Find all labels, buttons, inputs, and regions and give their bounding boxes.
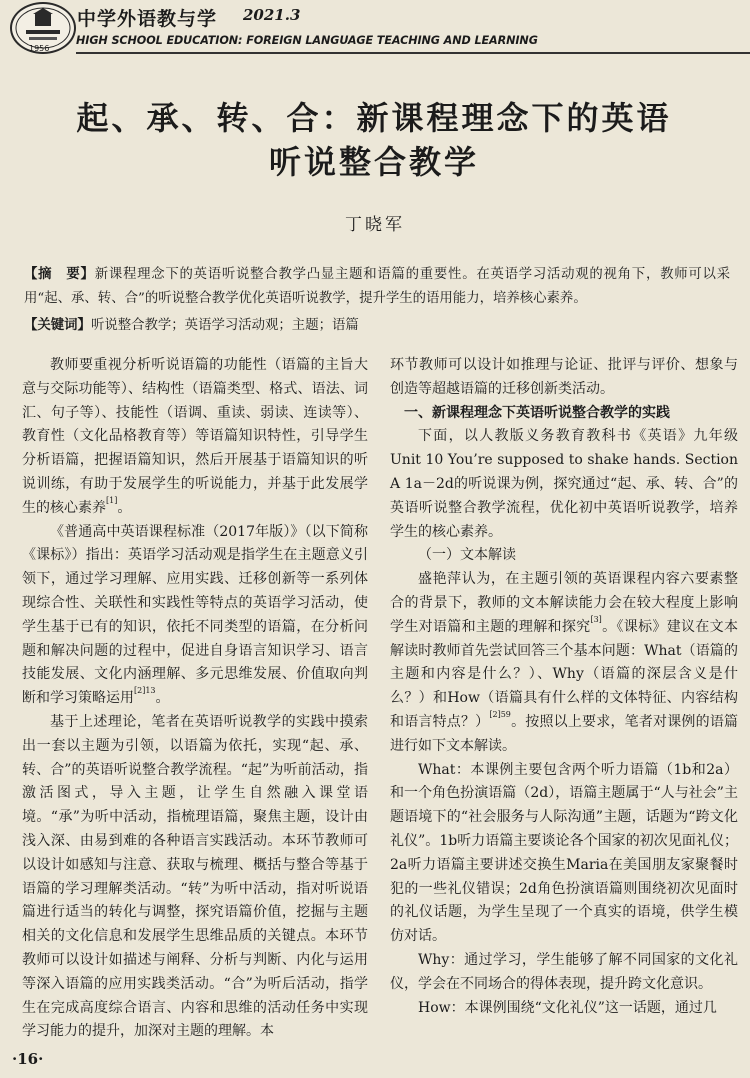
paragraph-text: 。《课标》建议在文本解读时教师首先尝试回答三个基本问题：What（语篇的主题和内容是什么？）、Why（语篇的深层含义是什么？）和How（语篇具有什么样的文体特征、内容结构和语言特点？） bbox=[390, 618, 739, 730]
citation: [1] bbox=[106, 495, 118, 505]
left-column bbox=[22, 354, 368, 1044]
paragraph-end: 。按照以上要求，笔者对课例的语篇进行如下文本解读。 bbox=[390, 713, 739, 754]
left-paragraph-2 bbox=[22, 521, 368, 711]
subsection-heading: （一）文本解读 bbox=[418, 547, 516, 564]
abstract-label: 【摘 要】 bbox=[24, 266, 95, 282]
magazine-name: 中学外语教与学 bbox=[77, 8, 218, 30]
issue-number: 2021.3 bbox=[243, 6, 301, 24]
header-rule bbox=[76, 52, 750, 54]
right-paragraph-how: How：本课例围绕“文化礼仪”这一话题，通过几 bbox=[418, 999, 717, 1016]
abstract-text: 新课程理念下的英语听说整合教学凸显主题和语篇的重要性。在英语学习活动观的视角下，教师可以采用“起、承、转、合”的听说整合教学优化英语听说教学，提升学生的语用能力，培养核心素养。 bbox=[24, 267, 731, 306]
keywords-text: 听说整合教学；英语学习活动观；主题；语篇 bbox=[90, 318, 359, 333]
page-header bbox=[0, 0, 750, 62]
paragraph-text: 盛艳萍认为，在主题引领的英语课程内容六要素整合的背景下，教师的文本解读能力会在较大程度上影响学生对语篇和主题的理解和探究 bbox=[390, 571, 738, 635]
logo-year: 1956 bbox=[29, 44, 50, 53]
author: 丁晓军 bbox=[345, 215, 405, 235]
abstract bbox=[24, 262, 730, 311]
paragraph-end: 。 bbox=[117, 499, 132, 516]
right-paragraph-2 bbox=[390, 568, 738, 758]
right-paragraph-what: What：本课例主要包含两个听力语篇（1b和2a）和一个角色扮演语篇（2d），语篇主题属于“人与社会”主题语境下的“社会服务与人际沟通”主题，话题为“跨文化礼仪”。1b听力语篇主要谈论各个国家的初次见面礼仪；2a听力语篇主要讲述交换生Maria在美国朋友家聚餐时犯的一些礼仪错误；2d角色扮演语篇则围绕初次见面时的礼仪话题，为学生呈现了一个真实的语境，供学生模仿对话。 bbox=[390, 761, 738, 945]
left-paragraph-3: 基于上述理论，笔者在英语听说教学的实践中摸索出一套以主题为引领，以语篇为依托，实现“起、承、转、合”的英语听说整合教学流程。“起”为听前活动，指激活图式，导入主题，让学生自然融入课堂语境。“承”为听中活动，指梳理语篇，聚焦主题，设计由浅入深、由易到难的各种语言实践活动。本环节教师可以设计如感知与注意、获取与梳理、概括与整合等基于语篇的学习理解类活动。“转”为听中活动，指对听说语篇进行适当的转化与调整，探究语篇价值，挖掘与主题相关的文化信息和发展学生思维品质的关键点。本环节教师可以设计如描述与阐释、分析与判断、内化与运用等深入语篇的应用实践类活动。“合”为听后活动，指学生在完成高度综合语言、内容和思维的活动任务中实现学习能力的提升，加深对主题的理解。本 bbox=[22, 713, 368, 1040]
right-column bbox=[390, 354, 738, 1020]
magazine-english-name: HIGH SCHOOL EDUCATION: FOREIGN LANGUAGE TEACHING AND LEARNING bbox=[76, 34, 538, 47]
citation: [3] bbox=[590, 614, 602, 624]
citation: [2]59 bbox=[489, 709, 511, 719]
left-paragraph-1 bbox=[22, 354, 368, 521]
paragraph-text: 教师要重视分析听说语篇的功能性（语篇的主旨大意与交际功能等）、结构性（语篇类型、格式、语法、词汇、句子等）、技能性（语调、重读、弱读、连读等）、教育性（文化品格教育等）等语篇知识特性，引导学生分析语篇，把握语篇知识，然后开展基于语篇知识的听说训练，有助于发展学生的听说能力，并基于此发展学生的核心素养 bbox=[22, 357, 368, 516]
right-paragraph-0: 环节教师可以设计如推理与论证、批评与评价、想象与创造等超越语篇的迁移创新类活动。 bbox=[390, 357, 738, 397]
paragraph-text: 《普通高中英语课程标准（2017年版）》（以下简称《课标》）指出：英语学习活动观是指学生在主题意义引领下，通过学习理解、应用实践、迁移创新等一系列体现综合性、关联性和实践性等特点的英语学习活动，使学生基于已有的知识，依托不同类型的语篇，在分析问题和解决问题的过程中，促进自身语言知识学习、语言技能发展、文化内涵理解、多元思维发展、价值取向判断和学习策略运用 bbox=[22, 523, 368, 707]
section-heading-1: 一、新课程理念下英语听说整合教学的实践 bbox=[404, 404, 670, 421]
keywords bbox=[24, 314, 359, 333]
citation: [2]13 bbox=[134, 686, 156, 696]
page-number: ·16· bbox=[12, 1050, 44, 1068]
right-paragraph-1: 下面，以人教版义务教育教科书《英语》九年级 Unit 10 You’re supposed to shake hands. Section A 1a－2d的听说课为例，探究通过“起、承、转、合”的英语听说整合教学流程，优化初中英语听说教学，培养学生的核心素养。 bbox=[390, 428, 738, 540]
article-title-line2: 听说整合教学 bbox=[268, 143, 479, 181]
article-title-line1: 起、承、转、合：新课程理念下的英语 bbox=[76, 99, 672, 137]
keywords-label: 【关键词】 bbox=[24, 317, 91, 333]
paragraph-end: 。 bbox=[155, 690, 170, 707]
right-paragraph-why: Why：通过学习，学生能够了解不同国家的文化礼仪，学会在不同场合的得体表现，提升跨文化意识。 bbox=[390, 951, 738, 992]
